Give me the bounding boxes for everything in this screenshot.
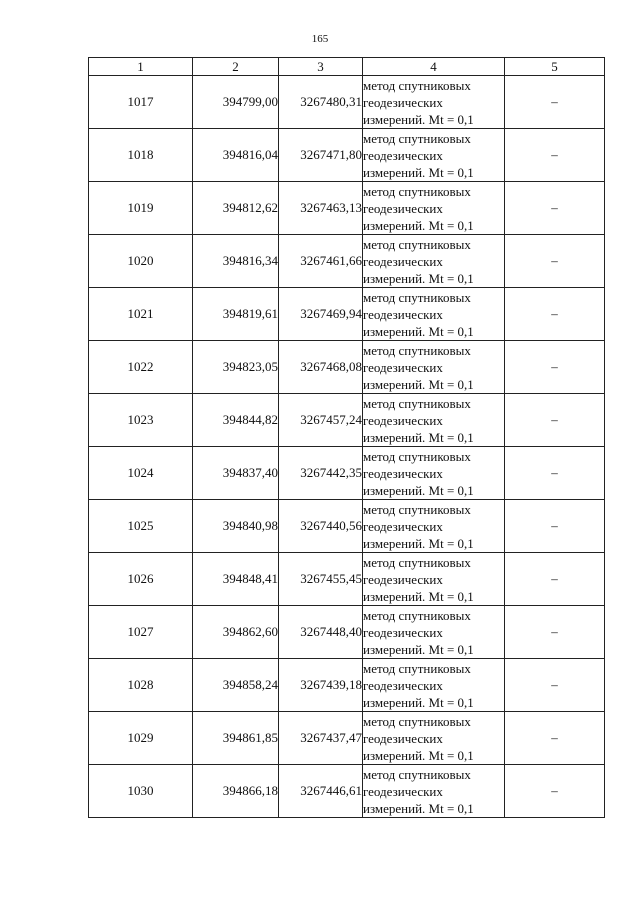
method-line: метод спутниковых	[363, 342, 471, 358]
method-cell	[363, 606, 505, 659]
table-row	[89, 765, 605, 818]
table-header-row	[89, 58, 605, 76]
method-line: метод спутниковых	[363, 77, 471, 93]
page-number: 165	[311, 33, 329, 45]
x-coordinate-cell: 394812,62	[193, 182, 279, 235]
note-cell: –	[505, 394, 605, 447]
point-number-cell: 1019	[89, 182, 193, 235]
point-number-cell: 1024	[89, 447, 193, 500]
column-header: 5	[505, 58, 605, 76]
point-number-cell: 1023	[89, 394, 193, 447]
y-coordinate-cell: 3267463,13	[279, 182, 363, 235]
y-coordinate-cell: 3267448,40	[279, 606, 363, 659]
note-cell: –	[505, 606, 605, 659]
x-coordinate-cell: 394816,04	[193, 129, 279, 182]
method-line: метод спутниковых	[363, 713, 471, 729]
method-cell	[363, 500, 505, 553]
point-number-cell: 1026	[89, 553, 193, 606]
table-row	[89, 553, 605, 606]
table-row	[89, 235, 605, 288]
method-cell	[363, 447, 505, 500]
note-cell: –	[505, 659, 605, 712]
note-cell: –	[505, 235, 605, 288]
note-cell: –	[505, 341, 605, 394]
method-line: измерений. Mt = 0,1	[363, 270, 474, 286]
point-number-cell: 1030	[89, 765, 193, 818]
method-line: метод спутниковых	[363, 183, 471, 199]
method-line: метод спутниковых	[363, 501, 471, 517]
method-cell	[363, 394, 505, 447]
table-row	[89, 447, 605, 500]
note-cell: –	[505, 182, 605, 235]
method-line: геодезических	[363, 677, 443, 693]
method-line: метод спутниковых	[363, 395, 471, 411]
x-coordinate-cell: 394823,05	[193, 341, 279, 394]
x-coordinate-cell: 394861,85	[193, 712, 279, 765]
method-line: геодезических	[363, 253, 443, 269]
point-number-cell: 1022	[89, 341, 193, 394]
table-row	[89, 182, 605, 235]
y-coordinate-cell: 3267457,24	[279, 394, 363, 447]
method-line: измерений. Mt = 0,1	[363, 323, 474, 339]
method-line: измерений. Mt = 0,1	[363, 164, 474, 180]
method-line: метод спутниковых	[363, 554, 471, 570]
method-cell	[363, 182, 505, 235]
method-line: метод спутниковых	[363, 289, 471, 305]
method-cell	[363, 659, 505, 712]
method-line: измерений. Mt = 0,1	[363, 747, 474, 763]
note-cell: –	[505, 553, 605, 606]
point-number-cell: 1027	[89, 606, 193, 659]
method-line: геодезических	[363, 94, 443, 110]
table-row	[89, 341, 605, 394]
method-cell	[363, 235, 505, 288]
y-coordinate-cell: 3267437,47	[279, 712, 363, 765]
method-line: метод спутниковых	[363, 660, 471, 676]
x-coordinate-cell: 394858,24	[193, 659, 279, 712]
method-line: метод спутниковых	[363, 766, 471, 782]
method-line: метод спутниковых	[363, 448, 471, 464]
table-row	[89, 129, 605, 182]
note-cell: –	[505, 288, 605, 341]
note-cell: –	[505, 129, 605, 182]
method-line: метод спутниковых	[363, 607, 471, 623]
method-line: метод спутниковых	[363, 130, 471, 146]
column-header: 1	[89, 58, 193, 76]
table-row	[89, 288, 605, 341]
method-line: метод спутниковых	[363, 236, 471, 252]
method-line: измерений. Mt = 0,1	[363, 111, 474, 127]
method-line: геодезических	[363, 730, 443, 746]
y-coordinate-cell: 3267442,35	[279, 447, 363, 500]
note-cell: –	[505, 712, 605, 765]
method-line: измерений. Mt = 0,1	[363, 217, 474, 233]
table-row	[89, 659, 605, 712]
method-cell	[363, 341, 505, 394]
point-number-cell: 1020	[89, 235, 193, 288]
table-row	[89, 394, 605, 447]
x-coordinate-cell: 394848,41	[193, 553, 279, 606]
method-line: измерений. Mt = 0,1	[363, 694, 474, 710]
table-body	[89, 76, 605, 818]
y-coordinate-cell: 3267455,45	[279, 553, 363, 606]
y-coordinate-cell: 3267439,18	[279, 659, 363, 712]
table-row	[89, 76, 605, 129]
method-line: геодезических	[363, 624, 443, 640]
y-coordinate-cell: 3267446,61	[279, 765, 363, 818]
method-cell	[363, 129, 505, 182]
method-line: геодезических	[363, 571, 443, 587]
method-line: геодезических	[363, 518, 443, 534]
x-coordinate-cell: 394844,82	[193, 394, 279, 447]
column-header: 4	[363, 58, 505, 76]
method-cell	[363, 765, 505, 818]
y-coordinate-cell: 3267471,80	[279, 129, 363, 182]
method-line: измерений. Mt = 0,1	[363, 376, 474, 392]
method-line: геодезических	[363, 783, 443, 799]
x-coordinate-cell: 394862,60	[193, 606, 279, 659]
method-line: геодезических	[363, 465, 443, 481]
x-coordinate-cell: 394816,34	[193, 235, 279, 288]
method-line: геодезических	[363, 147, 443, 163]
y-coordinate-cell: 3267461,66	[279, 235, 363, 288]
x-coordinate-cell: 394837,40	[193, 447, 279, 500]
x-coordinate-cell: 394799,00	[193, 76, 279, 129]
point-number-cell: 1017	[89, 76, 193, 129]
method-cell	[363, 76, 505, 129]
method-line: геодезических	[363, 359, 443, 375]
x-coordinate-cell: 394840,98	[193, 500, 279, 553]
y-coordinate-cell: 3267480,31	[279, 76, 363, 129]
y-coordinate-cell: 3267469,94	[279, 288, 363, 341]
point-number-cell: 1029	[89, 712, 193, 765]
point-number-cell: 1028	[89, 659, 193, 712]
method-cell	[363, 288, 505, 341]
method-cell	[363, 712, 505, 765]
point-number-cell: 1021	[89, 288, 193, 341]
y-coordinate-cell: 3267468,08	[279, 341, 363, 394]
method-line: измерений. Mt = 0,1	[363, 800, 474, 816]
note-cell: –	[505, 765, 605, 818]
x-coordinate-cell: 394819,61	[193, 288, 279, 341]
method-line: геодезических	[363, 412, 443, 428]
table-row	[89, 606, 605, 659]
note-cell: –	[505, 76, 605, 129]
column-header: 2	[193, 58, 279, 76]
table-row	[89, 712, 605, 765]
coordinates-table	[88, 57, 605, 818]
method-line: геодезических	[363, 306, 443, 322]
point-number-cell: 1018	[89, 129, 193, 182]
x-coordinate-cell: 394866,18	[193, 765, 279, 818]
method-cell	[363, 553, 505, 606]
point-number-cell: 1025	[89, 500, 193, 553]
method-line: измерений. Mt = 0,1	[363, 535, 474, 551]
method-line: измерений. Mt = 0,1	[363, 482, 474, 498]
method-line: измерений. Mt = 0,1	[363, 641, 474, 657]
table-row	[89, 500, 605, 553]
note-cell: –	[505, 500, 605, 553]
note-cell: –	[505, 447, 605, 500]
method-line: геодезических	[363, 200, 443, 216]
method-line: измерений. Mt = 0,1	[363, 588, 474, 604]
y-coordinate-cell: 3267440,56	[279, 500, 363, 553]
method-line: измерений. Mt = 0,1	[363, 429, 474, 445]
column-header: 3	[279, 58, 363, 76]
